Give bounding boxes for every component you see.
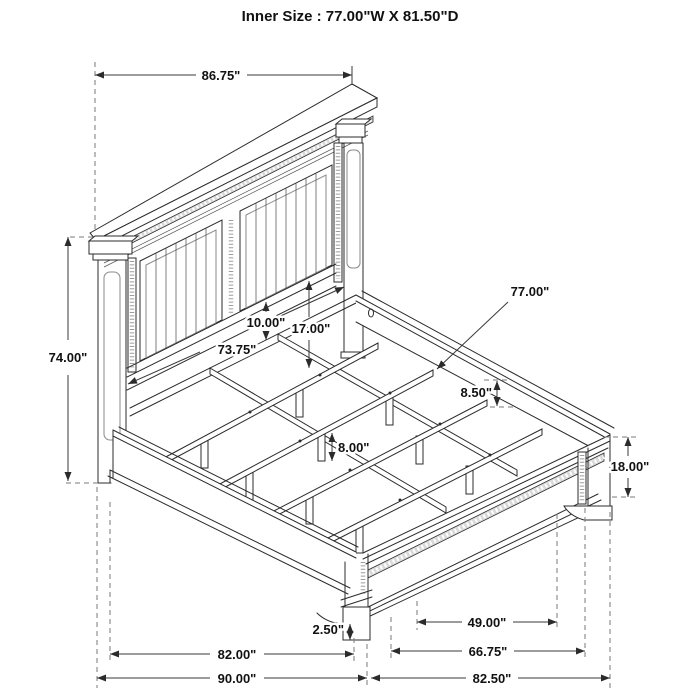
dim-label-overall-depth: 90.00" — [217, 671, 257, 686]
dim-label-inner-depth: 82.00" — [217, 647, 257, 662]
dim-label-footboard-height: 18.00" — [610, 459, 650, 474]
dim-label-panel-to-slat-gap: 17.00" — [291, 321, 331, 336]
dim-label-rail-to-slat-drop: 8.50" — [460, 385, 492, 400]
dim-label-panel-to-rail-gap: 10.00" — [246, 315, 286, 330]
dim-label-footboard-width: 82.50" — [472, 671, 512, 686]
right-side-rail — [356, 291, 614, 452]
dim-label-slat-length: 77.00" — [510, 284, 550, 299]
diagram-title: Inner Size : 77.00"W X 81.50"D — [241, 8, 459, 25]
dim-label-foot-bracket-height: 2.50" — [312, 622, 344, 637]
dim-label-support-leg-height: 8.00" — [338, 440, 370, 455]
dim-label-headboard-width: 86.75" — [201, 68, 241, 83]
dim-label-headboard-height: 74.00" — [48, 350, 88, 365]
dim-label-footboard-apron-span: 49.00" — [467, 615, 507, 630]
dim-label-inner-post-span: 73.75" — [217, 342, 257, 357]
dim-label-footboard-inner-span: 66.75" — [468, 644, 508, 659]
